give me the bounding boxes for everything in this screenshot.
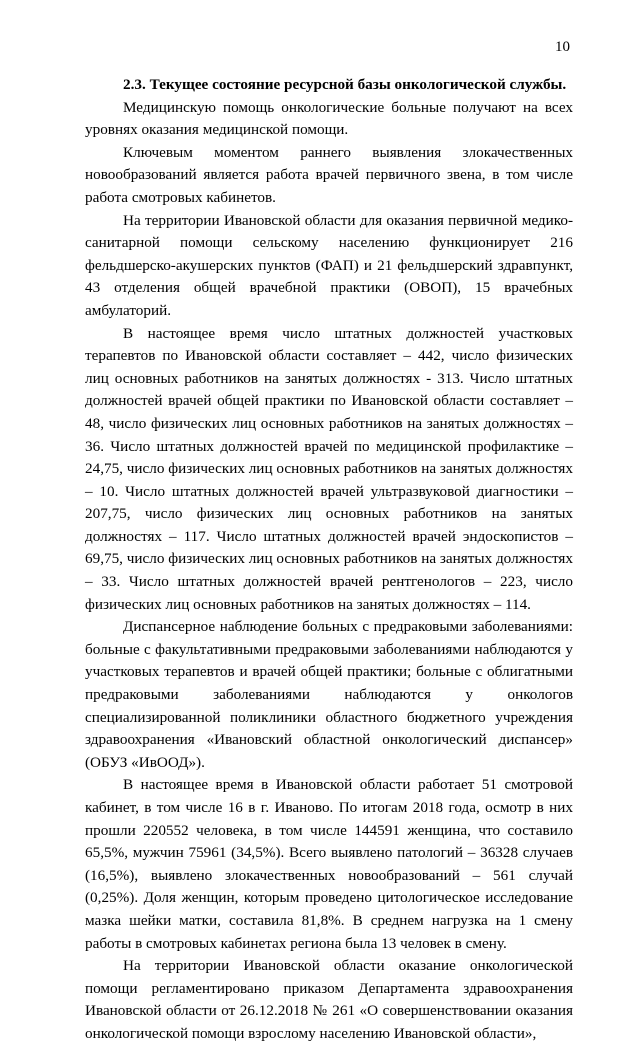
paragraph-examination-rooms: В настоящее время в Ивановской области работает 51 смотровой кабинет, в том числе 16 в г. Иваново. По итогам 2018 года, осмотр в них прошли 220552 человека, в том числе 144591 женщина, что составило 65,5%, мужчин 75961 (34,5%). Всего выявлено патологий – 36328 случаев (16,5%), выявлено злокачественных новообразований – 561 случай (0,25%). Доля женщин, которым проведено цитологическое исследование мазка шейки матки, составила 81,8%. В среднем нагрузка на 1 смену работы в смотровых кабинетах региона была 13 человек в смену.: [85, 776, 573, 952]
paragraph-dispensary-observation: Диспансерное наблюдение больных с предраковыми заболеваниями: больные с факультативными предраковыми заболеваниями наблюдаются у участковых терапевтов и врачей общей практики; больные с облигатными предраковыми заболеваниями наблюдаются у онкологов специализированной поликлиники областного бюджетного учреждения здравоохранения «Ивановский областной онкологический диспансер» (ОБУЗ «ИвООД»).: [85, 618, 573, 771]
page-number: 10: [555, 39, 570, 55]
paragraph-staff-positions: В настоящее время число штатных должностей участковых терапевтов по Ивановской области составляет – 442, число физических лиц основных работников на занятых должностях - 313. Число штатных должностей врачей общей практики по Ивановской области составляет – 48, число физических лиц основных работников на занятых должностях – 36. Число штатных должностей врачей по медицинской профилактике – 24,75, число физических лиц основных работников на занятых должностях – 10. Число штатных должностей врачей ультразвуковой диагностики – 207,75, число физических лиц основных работников на занятых должностях – 117. Число штатных должностей врачей эндоскопистов – 69,75, число физических лиц основных работников на занятых должностях – 33. Число штатных должностей врачей рентгенологов – 223, число физических лиц основных работников на занятых должностях – 114.: [85, 324, 574, 613]
section-title: 2.3. Текущее состояние ресурсной базы онкологической службы.: [123, 76, 567, 93]
paragraph-early-detection: Ключевым моментом раннего выявления злокачественных новообразований является работа врачей первичного звена, в том числе работа смотровых кабинетов.: [85, 143, 573, 206]
paragraph-rural-facilities: На территории Ивановской области для оказания первичной медико-санитарной помощи сельскому населению функционирует 216 фельдшерско-акушерских пунктов (ФАП) и 21 фельдшерский здравпункт, 43 отделения общей врачебной практики (ОВОП), 15 врачебных амбулаторий.: [85, 211, 573, 319]
paragraph-medical-care-levels: Медицинскую помощь онкологические больные получают на всех уровнях оказания медицинской помощи.: [85, 98, 573, 139]
document-body: [85, 74, 573, 1046]
paragraph-regulation-order: На территории Ивановской области оказание онкологической помощи регламентировано приказом Департамента здравоохранения Ивановской области от 26.12.2018 № 261 «О совершенствовании оказания онкологической помощи взрослому населению Ивановской области»,: [85, 957, 573, 1042]
